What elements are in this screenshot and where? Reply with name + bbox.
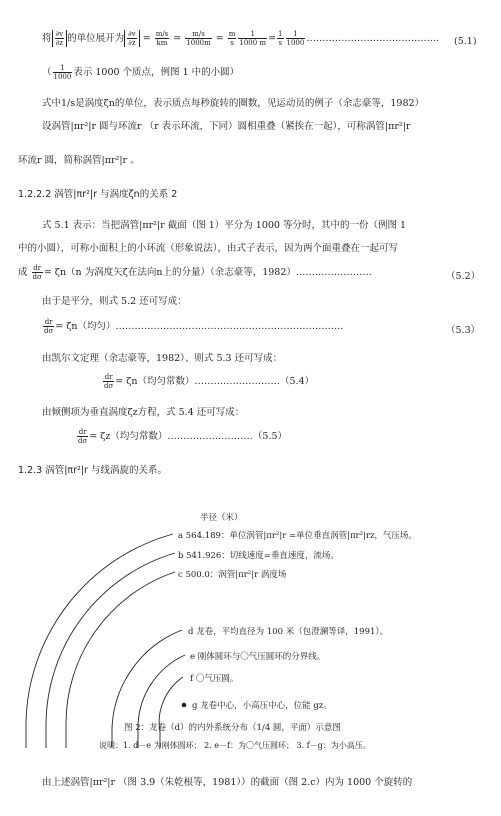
eq-5-1-dots: …………………………………… — [306, 33, 440, 44]
figure-note: 说明：1. d－e 为刚体圆环； 2. e－f：为〇气压圆环； 3. f－g：为小高压。 — [99, 741, 371, 750]
tornado-center-dot — [182, 703, 187, 708]
eq-5-1-f6d: 1000 — [286, 39, 305, 47]
eq-5-5-number: （5.5） — [252, 431, 288, 442]
eq-5-4-number: （5.4） — [280, 376, 315, 387]
radius-axis-title: 半径（米） — [200, 513, 243, 523]
label-g: g 龙卷中心，小高压中心，位能 gz。 — [192, 701, 332, 711]
paragraph-unit: 式中1/s是涡度ζn的单位，表示质点每秒旋转的圈数，见运动员的例子（余志豪等，1982） — [42, 98, 425, 109]
eq-5-2-den: dσ — [32, 273, 42, 281]
eq-5-1-mid: 的单位展开为 — [67, 33, 125, 44]
label-f: f 〇气压圆。 — [190, 674, 239, 684]
eq-5-3-number: （5.3） — [446, 325, 481, 336]
arc-f — [159, 677, 183, 748]
eq-5-1-f5d: s — [278, 39, 283, 47]
eq-5-3-num: dr — [44, 318, 53, 326]
eq-5-3-rhs: = ζn（均匀）……………………………………………………………… — [55, 321, 344, 332]
eq-5-1-dv-2: ∂v — [128, 30, 136, 38]
label-c: c 500.0：涡管|πr²|r 涡度场 — [178, 570, 287, 580]
eq-5-5-rhs: = ζz（均匀常数）……………………… — [89, 431, 253, 442]
eq-5-2-number: （5.2） — [446, 271, 481, 282]
paragraph-plane: 由于是平分，则式 5.2 还可写成： — [42, 296, 187, 307]
eq-5-1-dv: ∂v — [55, 30, 64, 38]
eq-5-1-number: (5.1) — [454, 36, 477, 47]
heading-1-2-2-2: 1.2.2.2 涡管|πr²|r 与涡度ζn的关系 2 — [18, 189, 178, 200]
paragraph-set: 设涡管|πr²|r 圆与环流r （r 表示环流，下同）圆相重叠（紧挨在一起），可称涡管|πr²|r — [42, 121, 411, 132]
thousandth-open: （ — [42, 67, 52, 78]
eq-5-1-dz-2: ∂z — [128, 39, 136, 47]
heading-1-2-3: 1.2.3 涡管|πr²|r 与线涡旋的关系。 — [18, 465, 167, 476]
eq-5-4-num: dr — [104, 373, 113, 381]
eq-5-2-num: dr — [33, 264, 42, 272]
paragraph-kelvin: 由凯尔文定理（余志豪等，1982）、则式 5.3 还可写成： — [42, 353, 283, 364]
thousandth-den: 1000 — [53, 73, 72, 81]
eq-5-5-den: dσ — [78, 437, 88, 445]
figure-caption: 图 2：龙卷（d）的内外系统分布（1/4 圆，平面）示意图 — [124, 723, 341, 733]
eq-5-1-f6n: 1 — [286, 30, 306, 39]
eq-5-2-lead: 成 — [18, 267, 28, 278]
label-e: e 刚体圆环与〇气压圆环的分界线。 — [190, 652, 326, 662]
eq-5-1-f5n: 1 — [278, 30, 283, 38]
arc-a — [26, 534, 173, 748]
arc-b — [46, 553, 175, 748]
paragraph-last: 由上述涡管|πr²|r （图 3.9（朱乾根等，1981））的截面（图 2.c）内为 1000 个旋转的 — [42, 777, 413, 788]
eq-5-5-num: dr — [78, 428, 87, 436]
eq-5-1-f1d: km — [156, 39, 168, 47]
eq-5-4-den: dσ — [104, 382, 114, 390]
eq-5-1-f4n: 1 — [238, 30, 267, 39]
eq-5-1-f2d: 1000m — [186, 39, 211, 47]
paragraph-tilt: 由倾侧项为垂直涡度ζz方程，式 5.4 还可写成： — [42, 407, 245, 418]
eq-5-3-den: dσ — [44, 327, 54, 335]
eq-5-1-f3d: s — [230, 39, 234, 47]
eq-5-1-f1n: m/s — [155, 30, 169, 38]
paragraph-set-cont: 环流r 圆，简称涡管|πr²|r 。 — [18, 155, 140, 166]
eq-5-2-rhs: = ζn（n 为涡度矢ζ在法向n上的分量）（余志豪等，1982）…………………… — [43, 267, 372, 278]
eq-5-1-prefix: 将 — [42, 33, 52, 44]
eq-5-1-f2n: m/s — [185, 30, 211, 39]
arc-e — [138, 655, 185, 748]
label-b: b 541.926：切线速度=垂直速度，流场。 — [178, 551, 339, 561]
eq-5-1-f3n: m — [228, 30, 236, 38]
equation-5-1: 将 $\frac{\partial v}{\partial z}$ 的单位展开为 $\frac{\partial v}{\partial z}$ = $\frac{m/s}{km}$ = $\frac{m/s}{1000m}$ = $\frac{m}{s}$ $\frac{1}{1000 m}$ = $\frac{1}{s}$ $\frac{1}{1000}$ …………………………………… — [42, 30, 440, 47]
label-a: a 564.189：单位涡管|πr²|r =单位垂直涡管|πr²|rz，气压场。 — [178, 531, 417, 541]
eq-5-1-f4d: 1000 m — [239, 39, 267, 47]
label-d: d 龙卷，平均直径为 100 米（包澄澜等译，1991）。 — [188, 627, 389, 637]
thousandth-num: 1 — [53, 64, 73, 73]
paragraph-eq51-b: 中的小圆），可称小面积上的小环流（形象说法），由式子表示，因为两个面重叠在一起可写 — [18, 243, 399, 254]
thousandth-text: 表示 1000 个质点，例图 1 中的小圆） — [73, 67, 240, 78]
eq-5-1-dz: ∂z — [55, 39, 63, 47]
eq-5-4-rhs: = ζn（均匀常数）……………………… — [115, 376, 281, 387]
paragraph-eq51-a: 式 5.1 表示：当把涡管|πr²|r 截面（图 1）平分为 1000 等分时，其中的一份（例图 1 — [42, 220, 407, 231]
